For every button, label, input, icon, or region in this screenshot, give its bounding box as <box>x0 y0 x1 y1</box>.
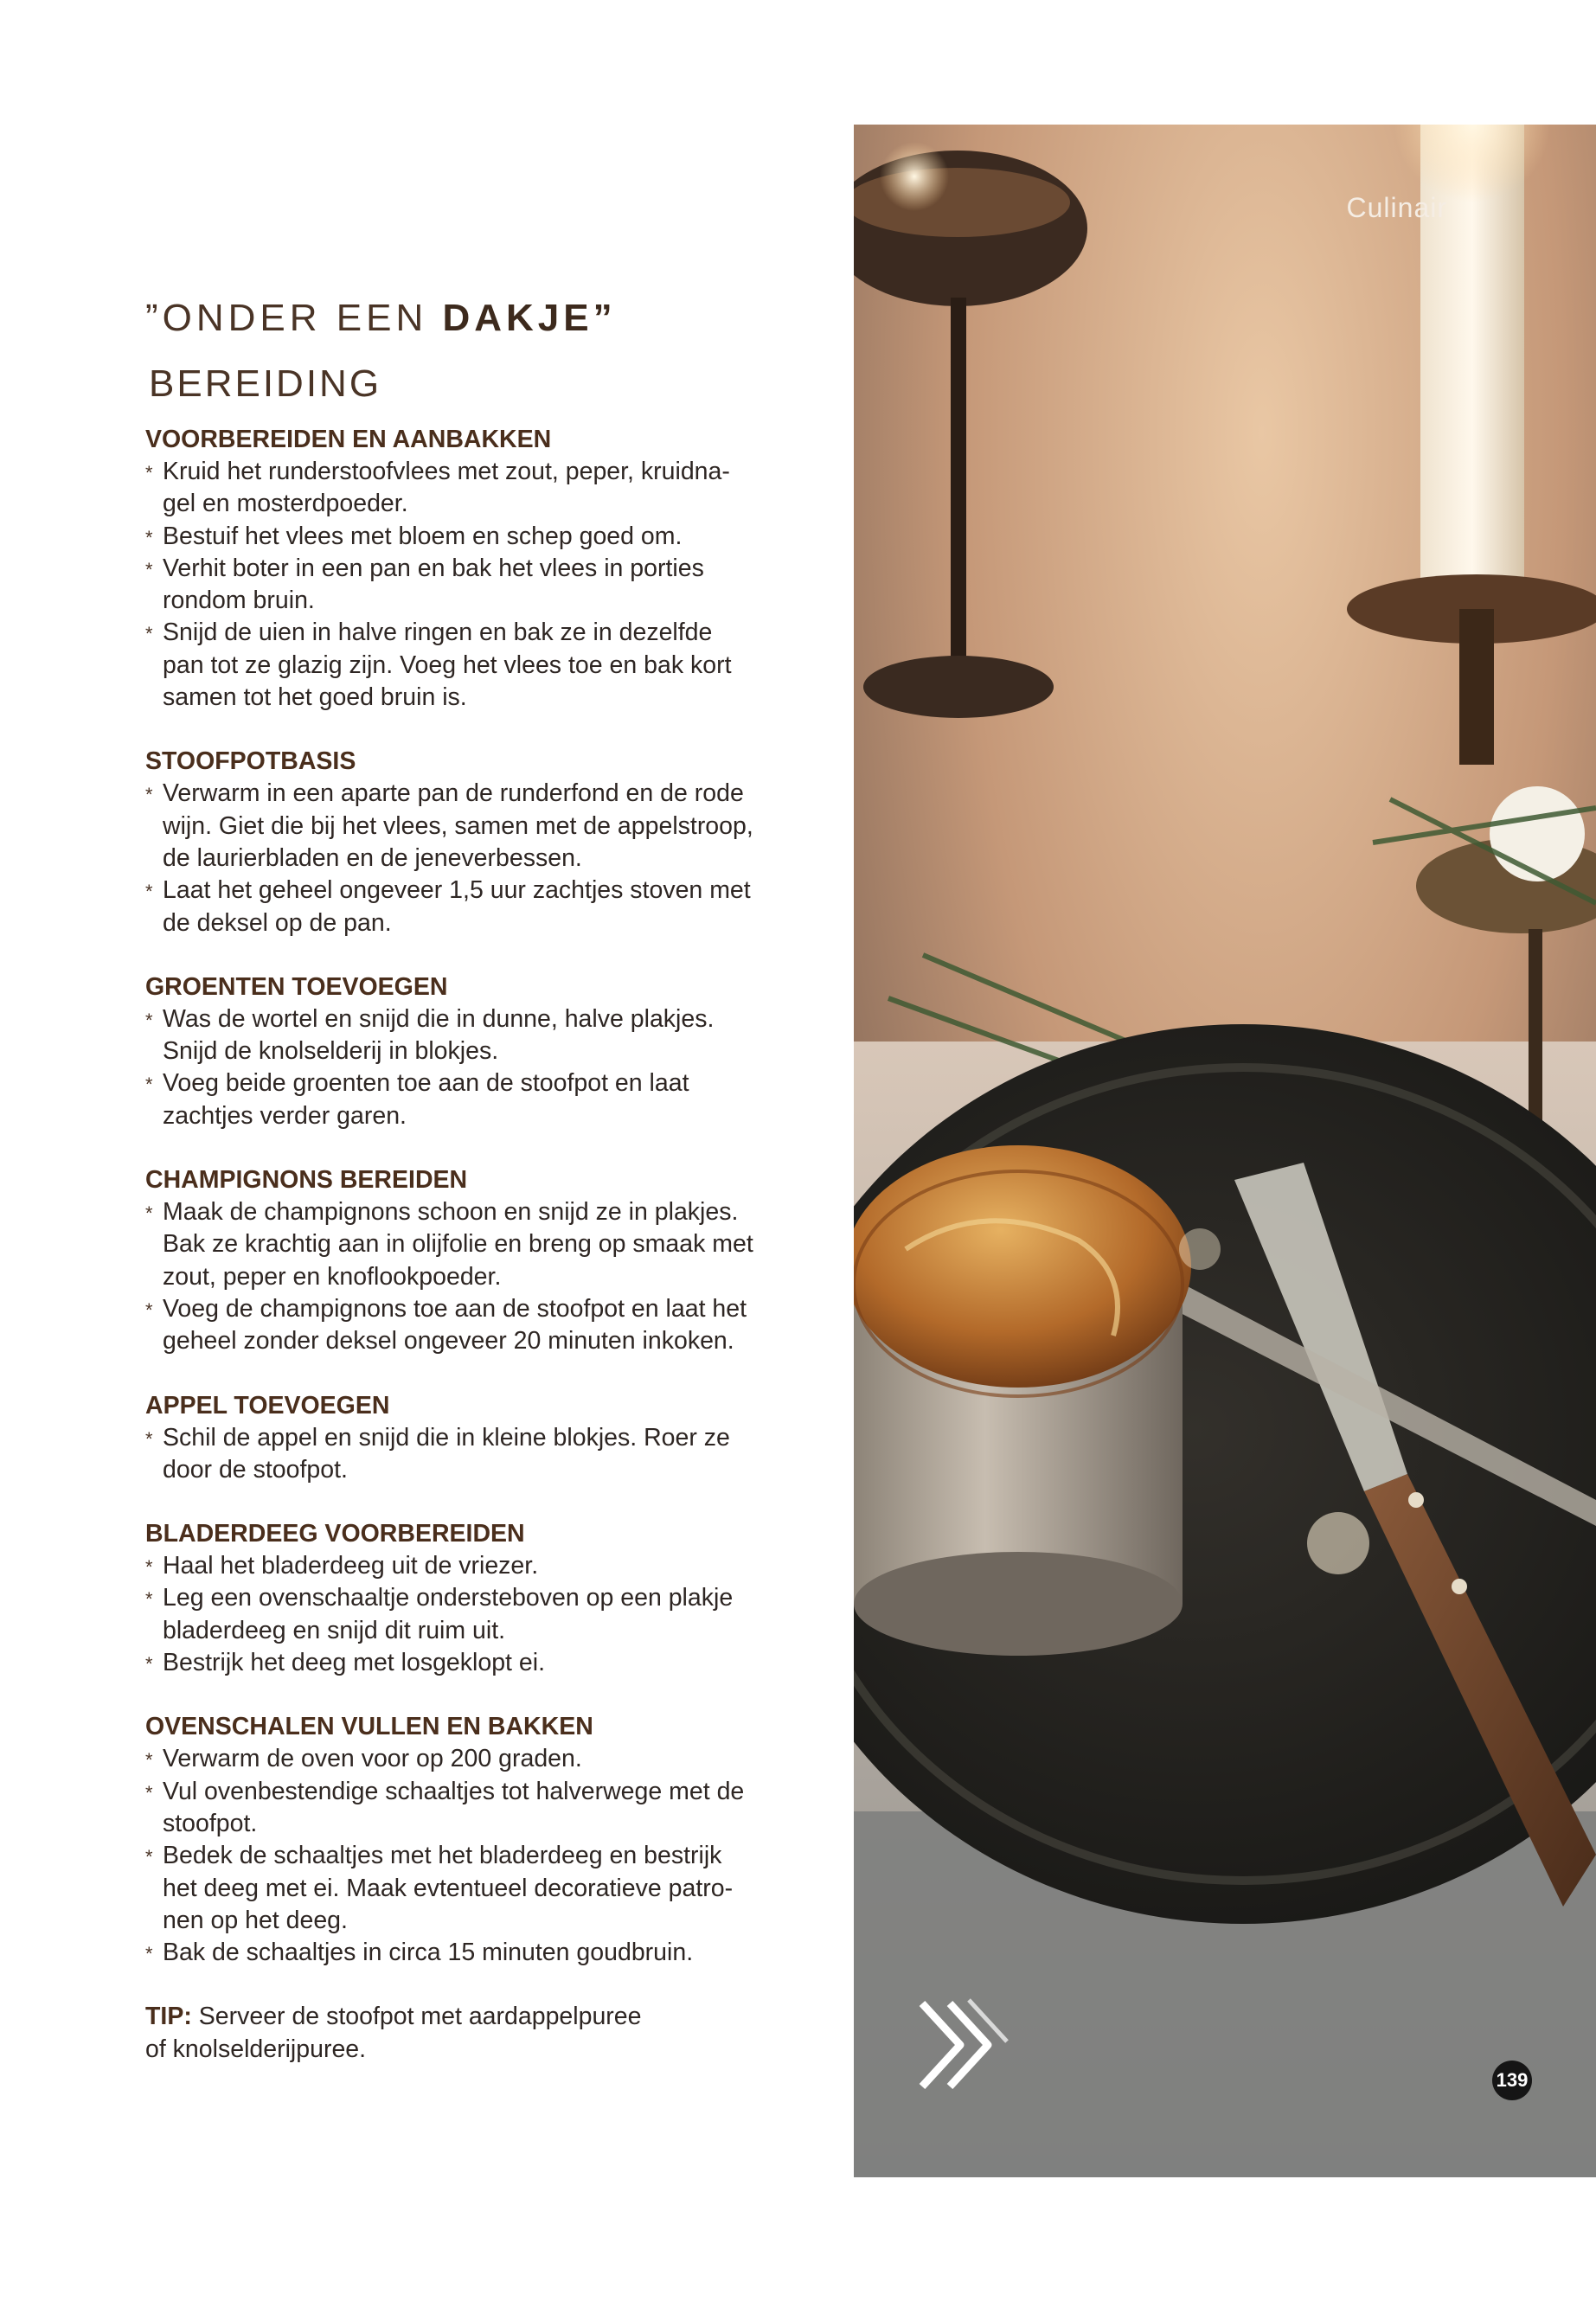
recipe-step <box>145 1776 803 1841</box>
recipe-step <box>145 1422 803 1487</box>
section-heading: BLADERDEEG VOORBEREIDEN <box>145 1520 525 1548</box>
asterisk-icon: * <box>145 462 153 484</box>
asterisk-icon: * <box>145 881 153 903</box>
recipe-step <box>145 875 803 939</box>
asterisk-icon: * <box>145 558 153 580</box>
step-line: Leg een ovenschaaltje ondersteboven op een plakje <box>163 1584 734 1612</box>
page-number-badge: 139 <box>1492 2061 1532 2100</box>
category-label: Culinair <box>1346 192 1447 223</box>
step-line: Voeg beide groenten toe aan de stoofpot en laat <box>163 1069 689 1098</box>
recipe-section <box>145 1164 803 1357</box>
recipe-column <box>145 294 803 2066</box>
title-bold-text: DAKJE” <box>442 297 617 339</box>
food-photo <box>854 125 1596 2177</box>
tip-label: TIP: <box>145 2003 192 2031</box>
step-line: geheel zonder deksel ongeveer 20 minuten inkoken. <box>163 1327 734 1356</box>
step-line: wijn. Giet die bij het vlees, samen met de appelstroop, <box>163 811 753 840</box>
recipe-section <box>145 971 803 1132</box>
asterisk-icon: * <box>145 623 153 645</box>
recipe-step <box>145 1743 803 1775</box>
recipe-section <box>145 746 803 939</box>
step-line: het deeg met ei. Maak evtentueel decoratieve patro- <box>163 1874 734 1902</box>
section-heading: APPEL TOEVOEGEN <box>145 1391 390 1420</box>
step-line: rondom bruin. <box>163 586 315 615</box>
step-line: Snijd de uien in halve ringen en bak ze in dezelfde <box>163 619 713 647</box>
section-heading: STOOFPOTBASIS <box>145 747 356 776</box>
double-chevron-right-icon[interactable] <box>915 1997 1016 2093</box>
asterisk-icon: * <box>145 1074 153 1096</box>
step-line: bladerdeeg en snijd dit ruim uit. <box>163 1616 506 1644</box>
recipe-step <box>145 617 803 714</box>
step-line: Verwarm de oven voor op 200 graden. <box>163 1745 582 1773</box>
recipe-section <box>145 1518 803 1679</box>
asterisk-icon: * <box>145 1781 153 1804</box>
recipe-step <box>145 1067 803 1132</box>
asterisk-icon: * <box>145 1943 153 1965</box>
asterisk-icon: * <box>145 1298 153 1321</box>
step-line: Verwarm in een aparte pan de runderfond en de rode <box>163 779 744 808</box>
step-line: Bak ze krachtig aan in olijfolie en breng op smaak met <box>163 1230 753 1259</box>
asterisk-icon: * <box>145 1846 153 1868</box>
recipe-step <box>145 778 803 875</box>
recipe-step <box>145 553 803 618</box>
asterisk-icon: * <box>145 526 153 548</box>
section-heading: GROENTEN TOEVOEGEN <box>145 972 448 1001</box>
tip-text: Serveer de stoofpot met aardappelpuree <box>198 2003 642 2031</box>
step-line: Schil de appel en snijd die in kleine blokjes. Roer ze <box>163 1423 730 1452</box>
step-line: stoofpot. <box>163 1809 258 1837</box>
page-subtitle: BEREIDING <box>149 362 382 405</box>
tip-line <box>145 2001 803 2033</box>
step-line: Bestrijk het deeg met losgeklopt ei. <box>163 1649 545 1677</box>
asterisk-icon: * <box>145 1653 153 1676</box>
page-title <box>145 294 803 343</box>
step-line: Maak de champignons schoon en snijd ze in plakjes. <box>163 1198 739 1227</box>
section-heading: VOORBEREIDEN EN AANBAKKEN <box>145 426 552 453</box>
recipe-section <box>145 1711 803 1969</box>
title-text: ”ONDER EEN <box>145 297 443 339</box>
step-line: de deksel op de pan. <box>163 908 392 937</box>
step-line: pan tot ze glazig zijn. Voeg het vlees toe en bak kort <box>163 651 732 679</box>
asterisk-icon: * <box>145 784 153 806</box>
step-line: Snijd de knolselderij in blokjes. <box>163 1037 499 1066</box>
step-line: Bak de schaaltjes in circa 15 minuten goudbruin. <box>163 1939 694 1967</box>
recipe-step <box>145 1550 803 1582</box>
step-line: Bedek de schaaltjes met het bladerdeeg en bestrijk <box>163 1842 722 1870</box>
recipe-step <box>145 1003 803 1068</box>
asterisk-icon: * <box>145 1588 153 1611</box>
step-line: Bestuif het vlees met bloem en schep goed om. <box>163 522 683 550</box>
recipe-step <box>145 456 803 521</box>
step-line: door de stoofpot. <box>163 1455 348 1484</box>
step-line: zachtjes verder garen. <box>163 1101 407 1130</box>
pot-pie-photo-illustration <box>854 125 1596 2177</box>
step-line: gel en mosterdpoeder. <box>163 490 408 518</box>
section-heading: OVENSCHALEN VULLEN EN BAKKEN <box>145 1713 593 1741</box>
step-line: Voeg de champignons toe aan de stoofpot en laat het <box>163 1294 747 1323</box>
step-line: Was de wortel en snijd die in dunne, halve plakjes. <box>163 1004 715 1033</box>
asterisk-icon: * <box>145 1202 153 1225</box>
step-line: Kruid het runderstoofvlees met zout, peper, kruidna- <box>163 458 730 485</box>
asterisk-icon: * <box>145 1009 153 1031</box>
step-line: de laurierbladen en de jeneverbessen. <box>163 843 582 872</box>
recipe-step <box>145 1196 803 1293</box>
asterisk-icon: * <box>145 1427 153 1450</box>
recipe-section <box>145 1390 803 1487</box>
recipe-section <box>145 424 803 714</box>
recipe-step <box>145 1293 803 1358</box>
asterisk-icon: * <box>145 1556 153 1579</box>
step-line: Haal het bladerdeeg uit de vriezer. <box>163 1552 539 1580</box>
asterisk-icon: * <box>145 1749 153 1772</box>
step-line: zout, peper en knoflookpoeder. <box>163 1262 502 1291</box>
recipe-step <box>145 521 803 553</box>
tip-line: of knolselderijpuree. <box>145 2035 367 2063</box>
step-line: Vul ovenbestendige schaaltjes tot halverwege met de <box>163 1777 745 1805</box>
recipe-step <box>145 1937 803 1969</box>
recipe-sections <box>145 424 803 1969</box>
tip-block <box>145 2001 803 2066</box>
recipe-step <box>145 1840 803 1937</box>
recipe-step <box>145 1647 803 1679</box>
step-line: Verhit boter in een pan en bak het vlees in porties <box>163 554 704 582</box>
recipe-step <box>145 1582 803 1647</box>
section-heading: CHAMPIGNONS BEREIDEN <box>145 1166 468 1195</box>
step-line: Laat het geheel ongeveer 1,5 uur zachtjes stoven met <box>163 876 751 905</box>
step-line: samen tot het goed bruin is. <box>163 683 467 712</box>
step-line: nen op het deeg. <box>163 1906 348 1934</box>
